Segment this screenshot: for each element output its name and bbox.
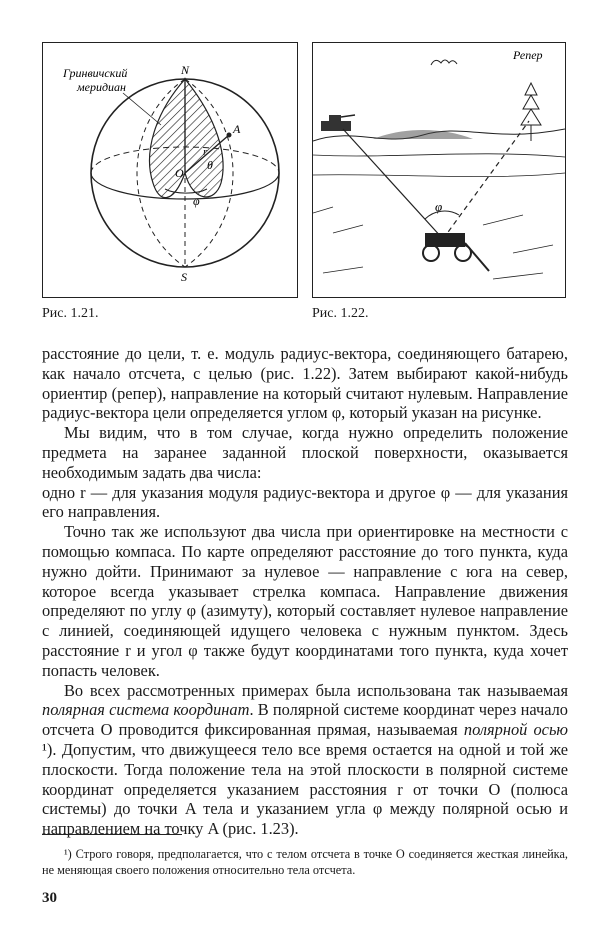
point-a-dot [227, 133, 232, 138]
meridian-label-2: меридиан [77, 80, 127, 94]
river-bank-1 [313, 154, 565, 157]
theta-label: θ [207, 158, 213, 172]
p5-part-e: ¹). Допустим, что движущееся тело все время остается на одной и той же плоскости. Тогда положение тела на этой плоскости в полярной системе координат определяется указанием расстояния r от точки O (полюса системы) до точки A тела и указанием угла φ между полярной осью и направлением на точку A (рис. 1.23). [42, 739, 568, 839]
pole-s: S [181, 270, 187, 284]
paragraph-4: Точно так же используют два числа при ориентировке на местности с помощью компаса. По карте определяют расстояние до того пункта, куда нужно дойти. Принимают за нулевое — направление с юга на север, которое всегда указывает стрелка компаса. Направление движения определяют по углу φ (азимуту), который составляет нулевое направление с линией, соединяющей идущего человека с нужным пунктом. Здесь расстояние r и угол φ также будут координатами того пункта, куда хочет попасть человек. [42, 522, 568, 680]
meridian-leader [123, 93, 161, 125]
caption-fig-1-22: Рис. 1.22. [312, 306, 369, 321]
origin-o: O [175, 166, 184, 180]
pole-n: N [181, 63, 190, 77]
phi-label: φ [193, 194, 200, 208]
tree-landmark [521, 83, 541, 125]
term-polar-system: полярная система координат [42, 700, 250, 720]
meridian-label-1: Гринвичский [63, 66, 128, 80]
landmark-label: Репер [513, 48, 543, 62]
footnote-rule [42, 834, 182, 835]
paragraph-5 [42, 681, 568, 839]
caption-fig-1-21: Рис. 1.21. [42, 306, 99, 321]
paragraph-3: одно r — для указания модуля радиус-вектора и другое φ — для указания его направления. [42, 482, 568, 522]
sphere-diagram [43, 43, 297, 297]
artillery-diagram [313, 43, 565, 297]
clouds [431, 60, 457, 65]
target-line [343, 129, 443, 239]
figure-artillery [312, 42, 566, 298]
footnote [42, 846, 568, 878]
term-polar-axis: полярной осью [463, 720, 568, 740]
figure-sphere [42, 42, 298, 298]
phi-label-2: φ [435, 199, 443, 214]
equator-front [91, 173, 279, 199]
p5-part-a: Во всех рассмотренных примерах была использована так называемая [64, 680, 568, 700]
page-number: 30 [42, 890, 57, 906]
p5-part-c: . В полярной системе координат через начало отсчета O проводится фиксированная прямая, называемая [42, 700, 568, 740]
river-bank-2 [313, 173, 565, 177]
paragraph-1: расстояние до цели, т. е. модуль радиус-вектора, соединяющего батарею, как начало отсчета, с целью (рис. 1.22). Затем выбирают какой-нибудь ориентир (репер), направление на который считают нулевым. Направление радиус-вектора цели определяется углом φ, который указан на рисунке. [42, 344, 568, 423]
body-text [42, 344, 568, 839]
meridian-sector-right [185, 79, 223, 197]
radius-label: r [203, 146, 208, 158]
target-tank [321, 121, 351, 131]
point-a: A [233, 122, 241, 136]
footnote-text: ¹) Строго говоря, предполагается, что с телом отсчета в точке O соединяется жесткая линейка, не меняющая своего положения относительно тела отсчета. [42, 847, 568, 877]
paragraph-2: Мы видим, что в том случае, когда нужно определить положение предмета на заранее заданной плоской поверхности, оказывается необходимым задать два числа: [42, 423, 568, 482]
